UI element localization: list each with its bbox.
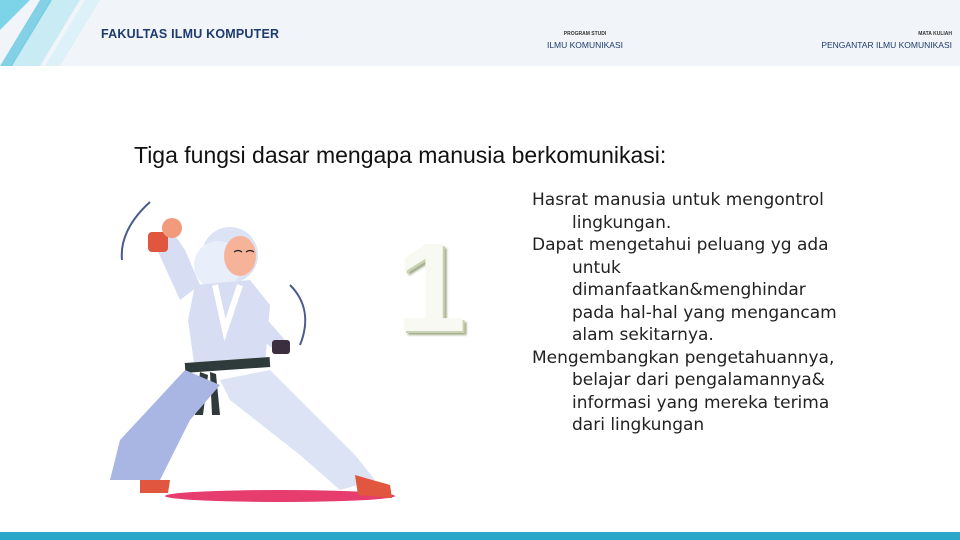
point-item: Hasrat manusia untuk mengontrol lingkungan. (532, 190, 824, 233)
slide-number: 1 (396, 217, 467, 358)
program-value: ILMU KOMUNIKASI (546, 40, 624, 50)
karate-woman-illustration (100, 190, 410, 515)
point-item: Dapat mengetahui peluang yg ada untuk dimanfaatkan&menghindar pada hal-hal yang mengancam alam sekitarnya. (532, 235, 837, 345)
course-value: PENGANTAR ILMU KOMUNIKASI (821, 40, 952, 50)
header-stripes-decoration (0, 0, 100, 66)
header-bar (0, 0, 960, 66)
points-list (532, 189, 852, 437)
faculty-name: FAKULTAS ILMU KOMPUTER (101, 27, 280, 41)
course-label: MATA KULIAH (918, 31, 952, 37)
footer-bar (0, 532, 960, 540)
point-item: Mengembangkan pengetahuannya, belajar dari pengalamannya& informasi yang mereka terima dari lingkungan (532, 347, 835, 435)
slide-title: Tiga fungsi dasar mengapa manusia berkomunikasi: (134, 142, 667, 168)
program-label: PROGRAM STUDI (563, 31, 607, 37)
